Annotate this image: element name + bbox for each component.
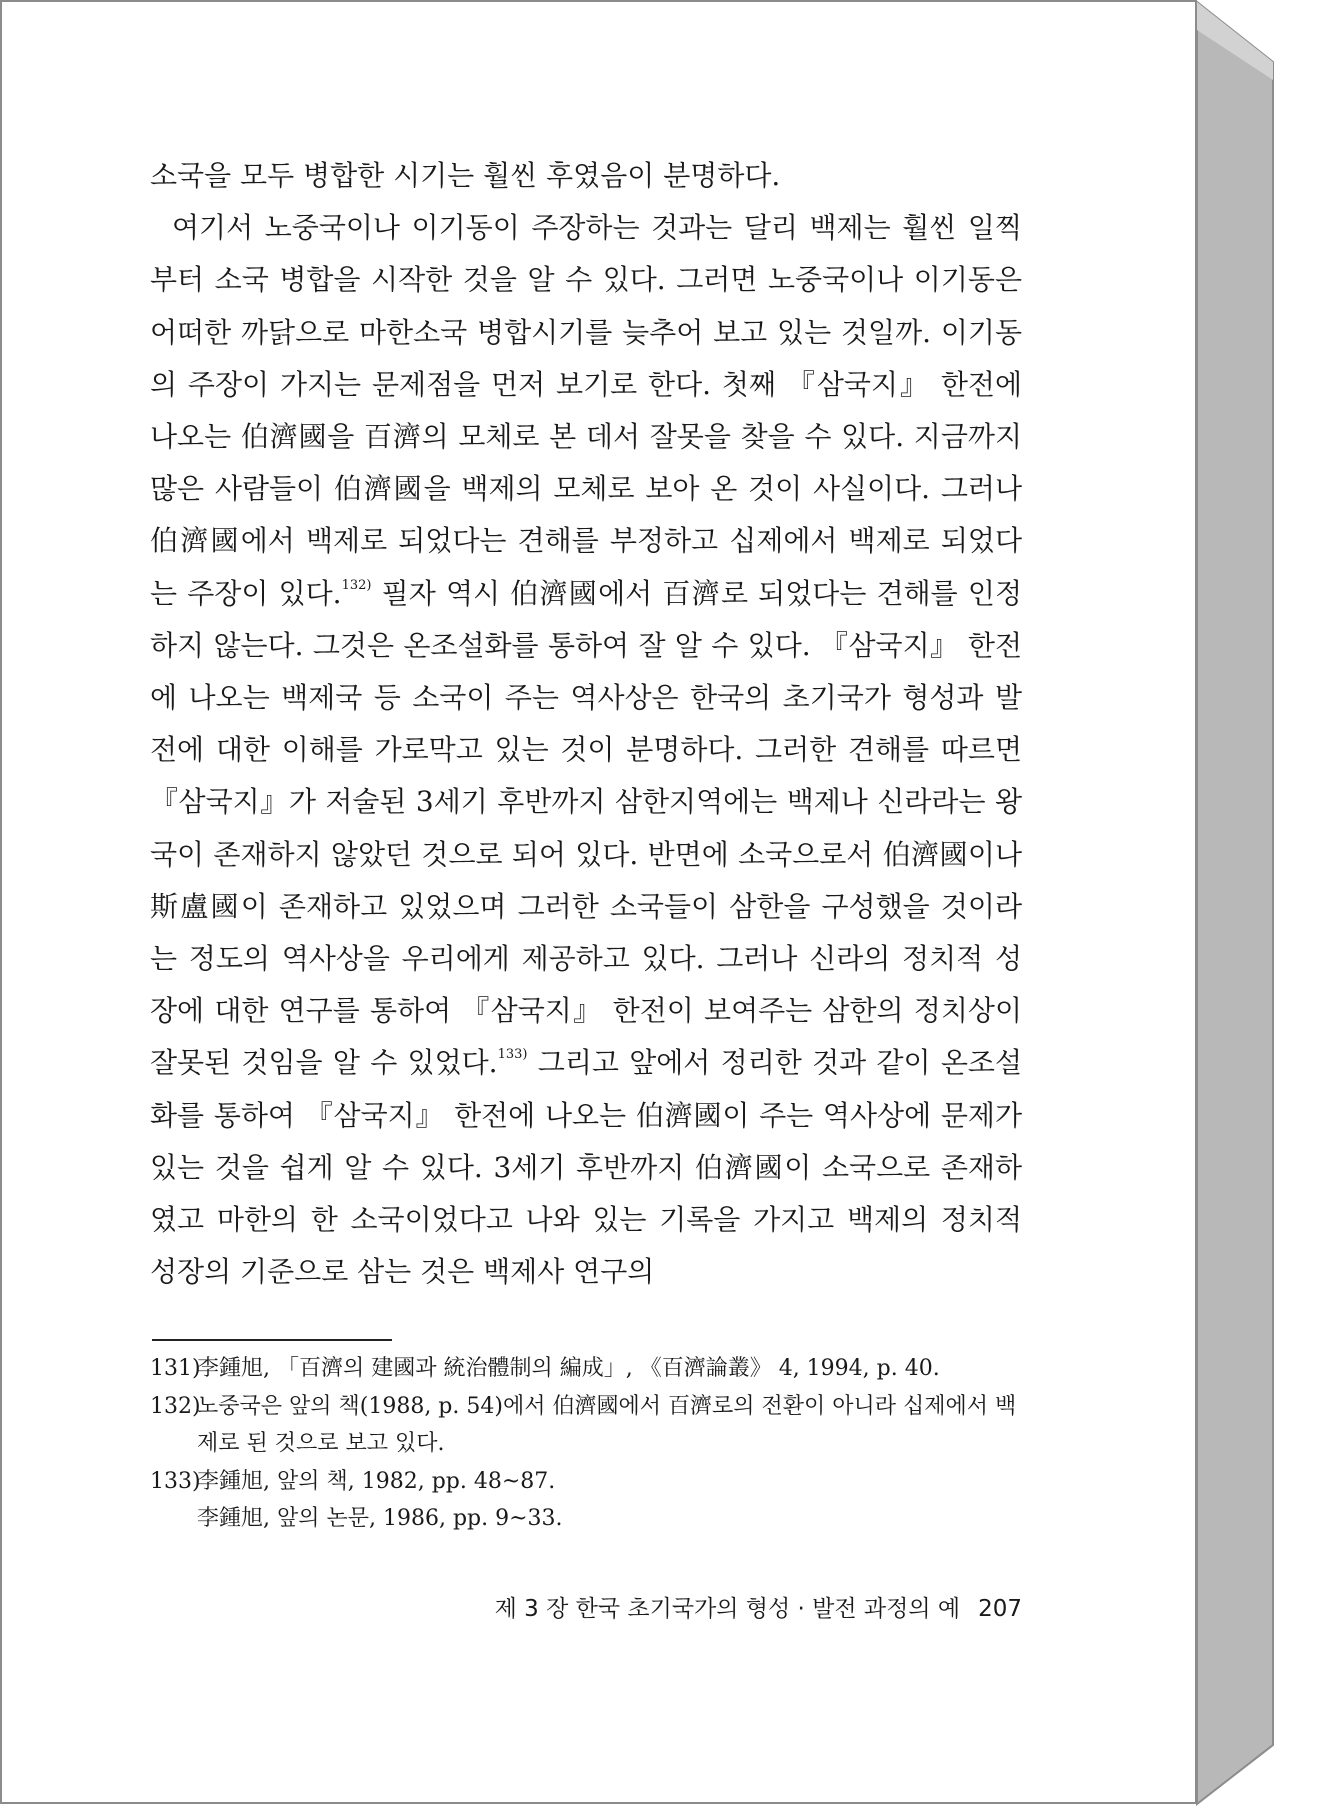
paragraph-2-part-2: 필자 역시 伯濟國에서 百濟로 되었다는 견해를 인정하지 않는다. 그것은 온조설화를 통하여 잘 알 수 있다. 『삼국지』 한전에 나오는 백제국 등 소국이 주는 역사상은 한국의 초기국가 형성과 발전에 대한 이해를 가로막고 있는 것이 분명하다. 그러한 견해를 따르면 『삼국지』가 저술된 3세기 후반까지 삼한지역에는 백제나 신라라는 왕국이 존재하지 않았던 것으로 되어 있다. 반면에 소국으로서 伯濟國이나 斯盧國이 존재하고 있었으며 그러한 소국들이 삼한을 구성했을 것이라는 정도의 역사상을 우리에게 제공하고 있다. 그러나 신라의 정치적 성장에 대한 연구를 통하여 『삼국지』 한전이 보여주는 삼한의 정치상이 잘못된 것임을 알 수 있었다. [150,576,1022,1080]
page-number: 207 [978,1596,1022,1622]
footnote-ref-133: 133) [497,1047,528,1063]
footnote-text: 李鍾旭, 「百濟의 建國과 統治體制의 編成」, 《百濟論叢》 4, 1994, p. 40. [197,1356,940,1381]
footnote-number: 131) [150,1356,201,1381]
paragraph-2-part-1: 여기서 노중국이나 이기동이 주장하는 것과는 달리 백제는 훨씬 일찍부터 소국 병합을 시작한 것을 알 수 있다. 그러면 노중국이나 이기동은 어떠한 까닭으로 마한소국 병합시기를 늦추어 보고 있는 것일까. 이기동의 주장이 가지는 문제점을 먼저 보기로 한다. 첫째 『삼국지』 한전에 나오는 伯濟國을 百濟의 모체로 본 데서 잘못을 찾을 수 있다. 지금까지 많은 사람들이 伯濟國을 백제의 모체로 보아 온 것이 사실이다. 그러나 伯濟國에서 백제로 되었다는 견해를 부정하고 십제에서 백제로 되었다는 주장이 있다. [150,211,1022,610]
footnote-ref-132: 132) [341,577,372,593]
footnote-131 [150,1350,1022,1388]
body-text [150,150,1022,1298]
page-footer [480,1590,1022,1623]
footnote-number: 132) [150,1393,201,1419]
footnote-text: 李鍾旭, 앞의 책, 1982, pp. 48~87. [197,1468,556,1494]
paragraph-2-part-3: 그리고 앞에서 정리한 것과 같이 온조설화를 통하여 『삼국지』 한전에 나오는 伯濟國이 주는 역사상에 문제가 있는 것을 쉽게 알 수 있다. 3세기 후반까지 伯濟國이 소국으로 존재하였고 마한의 한 소국이었다고 나와 있는 기록을 가지고 백제의 정치적 성장의 기준으로 삼는 것은 백제사 연구의 [150,1046,1022,1289]
paragraph-1: 소국을 모두 병합한 시기는 훨씬 후였음이 분명하다. [150,159,781,192]
footnotes [150,1350,1022,1538]
footnote-132 [150,1388,1022,1463]
footnote-133-continuation: 李鍾旭, 앞의 논문, 1986, pp. 9~33. [197,1506,563,1531]
footnote-133 [150,1463,1022,1501]
footnote-text: 노중국은 앞의 책(1988, p. 54)에서 伯濟國에서 百濟로의 전환이 아니라 십제에서 백제로 된 것으로 보고 있다. [197,1393,1017,1456]
footnote-number: 133) [150,1468,201,1494]
running-head: 제 3 장 한국 초기국가의 형성 · 발전 과정의 예 [494,1596,961,1622]
paragraph-2 [150,202,1022,1298]
footnote-rule [152,1339,392,1341]
